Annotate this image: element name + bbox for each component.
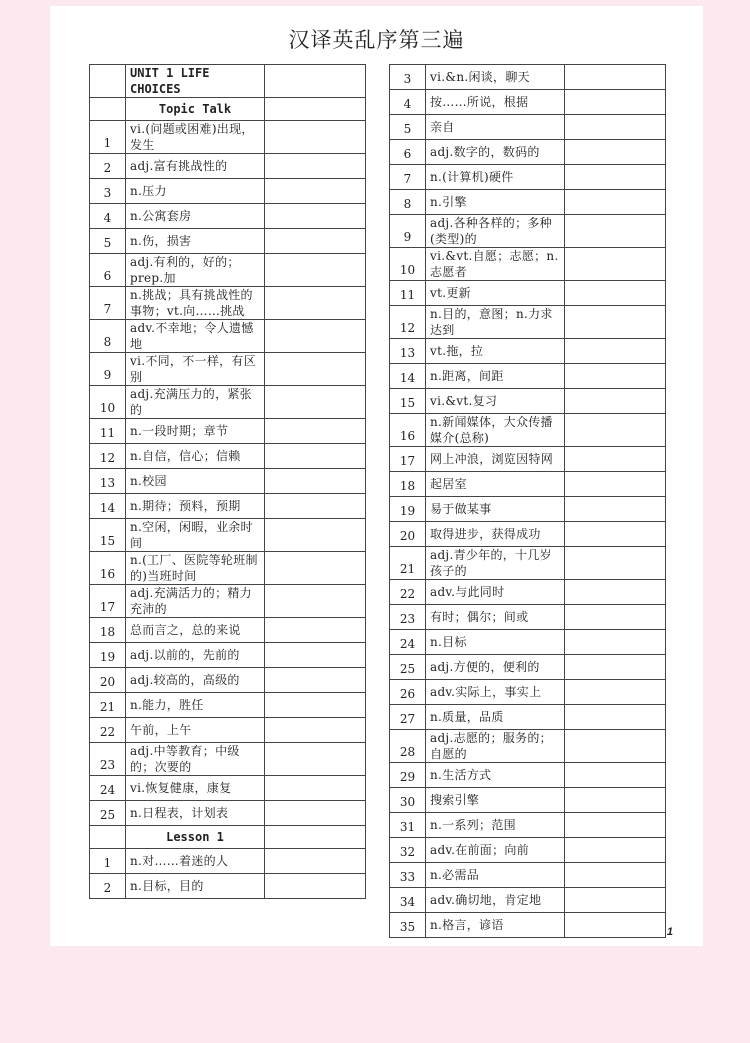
- answer-cell: [565, 414, 666, 447]
- row-number: 21: [390, 547, 426, 580]
- blank-cell: [90, 826, 126, 849]
- vocab-row: [90, 552, 366, 585]
- row-number: 21: [90, 693, 126, 718]
- vocab-row: [390, 115, 666, 140]
- row-number: 28: [390, 730, 426, 763]
- chinese-definition: adj.较高的，高级的: [126, 668, 265, 693]
- answer-cell: [565, 580, 666, 605]
- section-header: Topic Talk: [126, 98, 265, 121]
- row-number: 14: [90, 494, 126, 519]
- vocab-row: [90, 776, 366, 801]
- answer-cell: [565, 389, 666, 414]
- vocab-row: [390, 306, 666, 339]
- vocab-row: [390, 838, 666, 863]
- row-number: 23: [390, 605, 426, 630]
- answer-cell: [565, 190, 666, 215]
- answer-cell: [265, 254, 366, 287]
- answer-cell: [265, 552, 366, 585]
- row-number: 22: [90, 718, 126, 743]
- chinese-definition: vi.&vt.复习: [426, 389, 565, 414]
- row-number: 13: [390, 339, 426, 364]
- row-number: 8: [90, 320, 126, 353]
- answer-cell: [565, 888, 666, 913]
- row-number: 3: [390, 65, 426, 90]
- chinese-definition: 网上冲浪，浏览因特网: [426, 447, 565, 472]
- vocab-row: [90, 444, 366, 469]
- row-number: 25: [90, 801, 126, 826]
- answer-cell: [265, 668, 366, 693]
- vocab-table-right: [389, 64, 666, 938]
- row-number: 10: [390, 248, 426, 281]
- chinese-definition: n.对……着迷的人: [126, 849, 265, 874]
- section-header: UNIT 1 LIFE CHOICES: [126, 65, 265, 98]
- vocab-row: [390, 863, 666, 888]
- chinese-definition: adj.青少年的，十几岁孩子的: [426, 547, 565, 580]
- vocab-row: [390, 763, 666, 788]
- row-number: 17: [90, 585, 126, 618]
- row-number: 8: [390, 190, 426, 215]
- vocab-row: [390, 472, 666, 497]
- answer-cell: [565, 215, 666, 248]
- answer-cell: [265, 229, 366, 254]
- chinese-definition: 搜索引擎: [426, 788, 565, 813]
- vocab-row: [390, 447, 666, 472]
- chinese-definition: vi.不同，不一样，有区别: [126, 353, 265, 386]
- chinese-definition: adv.与此同时: [426, 580, 565, 605]
- vocab-row: [390, 913, 666, 938]
- row-number: 7: [90, 287, 126, 320]
- row-number: 19: [90, 643, 126, 668]
- answer-cell: [265, 718, 366, 743]
- vocab-row: [390, 680, 666, 705]
- answer-cell: [565, 115, 666, 140]
- vocab-row: [390, 248, 666, 281]
- vocab-row: [390, 788, 666, 813]
- section-header-row: [90, 65, 366, 98]
- row-number: 33: [390, 863, 426, 888]
- chinese-definition: adj.充满压力的，紧张的: [126, 386, 265, 419]
- row-number: 15: [390, 389, 426, 414]
- vocab-row: [390, 281, 666, 306]
- row-number: 20: [390, 522, 426, 547]
- chinese-definition: 亲自: [426, 115, 565, 140]
- vocab-row: [390, 190, 666, 215]
- section-header: Lesson 1: [126, 826, 265, 849]
- row-number: 5: [90, 229, 126, 254]
- row-number: 13: [90, 469, 126, 494]
- chinese-definition: n.挑战；具有挑战性的事物；vt.向……挑战: [126, 287, 265, 320]
- answer-cell: [565, 863, 666, 888]
- row-number: 24: [390, 630, 426, 655]
- chinese-definition: n.压力: [126, 179, 265, 204]
- vocab-row: [390, 497, 666, 522]
- row-number: 27: [390, 705, 426, 730]
- vocab-row: [390, 580, 666, 605]
- answer-cell: [265, 121, 366, 154]
- chinese-definition: adv.实际上，事实上: [426, 680, 565, 705]
- chinese-definition: n.目标，目的: [126, 874, 265, 899]
- vocab-table-left: [89, 64, 366, 899]
- chinese-definition: 有时；偶尔；间或: [426, 605, 565, 630]
- answer-cell: [565, 763, 666, 788]
- chinese-definition: 起居室: [426, 472, 565, 497]
- row-number: 35: [390, 913, 426, 938]
- answer-cell: [265, 320, 366, 353]
- answer-cell: [565, 522, 666, 547]
- vocab-row: [90, 718, 366, 743]
- row-number: 26: [390, 680, 426, 705]
- answer-cell: [565, 655, 666, 680]
- chinese-definition: vt.更新: [426, 281, 565, 306]
- answer-cell: [265, 643, 366, 668]
- row-number: 1: [90, 849, 126, 874]
- row-number: 6: [90, 254, 126, 287]
- chinese-definition: adj.充满活力的；精力充沛的: [126, 585, 265, 618]
- vocab-row: [390, 414, 666, 447]
- answer-cell: [265, 874, 366, 899]
- row-number: 16: [90, 552, 126, 585]
- vocab-row: [90, 801, 366, 826]
- chinese-definition: n.一系列；范围: [426, 813, 565, 838]
- chinese-definition: 取得进步，获得成功: [426, 522, 565, 547]
- vocab-row: [390, 140, 666, 165]
- vocab-row: [90, 287, 366, 320]
- row-number: 2: [90, 154, 126, 179]
- answer-cell: [265, 618, 366, 643]
- answer-cell: [565, 497, 666, 522]
- blank-cell: [90, 98, 126, 121]
- page-number: 1: [666, 926, 673, 938]
- vocab-row: [90, 179, 366, 204]
- chinese-definition: n.新闻媒体，大众传播媒介(总称): [426, 414, 565, 447]
- vocab-row: [90, 519, 366, 552]
- answer-cell: [265, 519, 366, 552]
- vocab-row: [90, 618, 366, 643]
- row-number: 4: [390, 90, 426, 115]
- vocab-row: [390, 165, 666, 190]
- chinese-definition: vi.&n.闲谈，聊天: [426, 65, 565, 90]
- row-number: 34: [390, 888, 426, 913]
- row-number: 12: [90, 444, 126, 469]
- answer-cell: [565, 306, 666, 339]
- chinese-definition: n.引擎: [426, 190, 565, 215]
- chinese-definition: vt.拖，拉: [426, 339, 565, 364]
- chinese-definition: n.(计算机)硬件: [426, 165, 565, 190]
- answer-cell: [265, 469, 366, 494]
- vocab-row: [90, 254, 366, 287]
- vocab-row: [390, 547, 666, 580]
- chinese-definition: n.生活方式: [426, 763, 565, 788]
- answer-cell: [265, 585, 366, 618]
- vocab-row: [90, 386, 366, 419]
- vocab-row: [390, 705, 666, 730]
- row-number: 12: [390, 306, 426, 339]
- chinese-definition: n.期待；预料，预期: [126, 494, 265, 519]
- row-number: 7: [390, 165, 426, 190]
- row-number: 30: [390, 788, 426, 813]
- row-number: 18: [90, 618, 126, 643]
- vocab-row: [390, 605, 666, 630]
- vocab-row: [90, 229, 366, 254]
- page-title: 汉译英乱序第三遍: [288, 28, 465, 52]
- answer-cell: [565, 140, 666, 165]
- row-number: 32: [390, 838, 426, 863]
- answer-cell: [565, 90, 666, 115]
- answer-cell: [265, 849, 366, 874]
- answer-cell: [565, 705, 666, 730]
- row-number: 17: [390, 447, 426, 472]
- answer-cell: [265, 98, 366, 121]
- row-number: 20: [90, 668, 126, 693]
- chinese-definition: 按……所说，根据: [426, 90, 565, 115]
- row-number: 10: [90, 386, 126, 419]
- row-number: 16: [390, 414, 426, 447]
- chinese-definition: n.能力，胜任: [126, 693, 265, 718]
- chinese-definition: vi.&vt.自愿；志愿；n.志愿者: [426, 248, 565, 281]
- vocab-row: [390, 389, 666, 414]
- row-number: 18: [390, 472, 426, 497]
- row-number: 9: [390, 215, 426, 248]
- chinese-definition: n.一段时期；章节: [126, 419, 265, 444]
- vocab-row: [90, 585, 366, 618]
- answer-cell: [265, 65, 366, 98]
- chinese-definition: n.目的，意图；n.力求达到: [426, 306, 565, 339]
- chinese-definition: adv.不幸地；令人遗憾地: [126, 320, 265, 353]
- section-header-row: [90, 826, 366, 849]
- chinese-definition: n.日程表，计划表: [126, 801, 265, 826]
- row-number: 11: [390, 281, 426, 306]
- chinese-definition: adj.各种各样的；多种(类型)的: [426, 215, 565, 248]
- answer-cell: [565, 165, 666, 190]
- vocab-row: [390, 630, 666, 655]
- chinese-definition: adj.数字的，数码的: [426, 140, 565, 165]
- chinese-definition: adj.方便的，便利的: [426, 655, 565, 680]
- answer-cell: [265, 743, 366, 776]
- section-header-row: [90, 98, 366, 121]
- row-number: 29: [390, 763, 426, 788]
- vocab-row: [390, 364, 666, 389]
- vocab-row: [90, 419, 366, 444]
- vocab-row: [390, 215, 666, 248]
- chinese-definition: n.格言，谚语: [426, 913, 565, 938]
- answer-cell: [565, 447, 666, 472]
- vocab-row: [390, 522, 666, 547]
- chinese-definition: vi.恢复健康，康复: [126, 776, 265, 801]
- answer-cell: [265, 287, 366, 320]
- row-number: 25: [390, 655, 426, 680]
- answer-cell: [565, 913, 666, 938]
- vocab-row: [90, 693, 366, 718]
- answer-cell: [265, 826, 366, 849]
- vocab-row: [90, 668, 366, 693]
- row-number: 19: [390, 497, 426, 522]
- row-number: 24: [90, 776, 126, 801]
- vocab-row: [90, 849, 366, 874]
- vocab-row: [390, 813, 666, 838]
- chinese-definition: adj.富有挑战性的: [126, 154, 265, 179]
- answer-cell: [565, 547, 666, 580]
- chinese-definition: n.(工厂、医院等轮班制的)当班时间: [126, 552, 265, 585]
- row-number: 1: [90, 121, 126, 154]
- blank-cell: [90, 65, 126, 98]
- answer-cell: [565, 65, 666, 90]
- row-number: 15: [90, 519, 126, 552]
- answer-cell: [265, 776, 366, 801]
- row-number: 23: [90, 743, 126, 776]
- vocab-row: [390, 888, 666, 913]
- answer-cell: [565, 788, 666, 813]
- vocab-row: [90, 494, 366, 519]
- answer-cell: [265, 179, 366, 204]
- chinese-definition: n.空闲，闲暇，业余时间: [126, 519, 265, 552]
- row-number: 3: [90, 179, 126, 204]
- row-number: 11: [90, 419, 126, 444]
- chinese-definition: n.自信，信心；信赖: [126, 444, 265, 469]
- answer-cell: [265, 494, 366, 519]
- row-number: 6: [390, 140, 426, 165]
- vocab-row: [90, 469, 366, 494]
- vocab-row: [90, 643, 366, 668]
- answer-cell: [265, 353, 366, 386]
- chinese-definition: adj.以前的，先前的: [126, 643, 265, 668]
- answer-cell: [565, 730, 666, 763]
- vocab-row: [90, 204, 366, 229]
- vocab-row: [90, 154, 366, 179]
- answer-cell: [565, 281, 666, 306]
- row-number: 31: [390, 813, 426, 838]
- chinese-definition: adv.在前面；向前: [426, 838, 565, 863]
- chinese-definition: n.目标: [426, 630, 565, 655]
- vocab-row: [390, 730, 666, 763]
- answer-cell: [265, 801, 366, 826]
- answer-cell: [265, 444, 366, 469]
- answer-cell: [565, 339, 666, 364]
- chinese-definition: n.伤，损害: [126, 229, 265, 254]
- chinese-definition: adv.确切地，肯定地: [426, 888, 565, 913]
- chinese-definition: adj.中等教育；中级的；次要的: [126, 743, 265, 776]
- answer-cell: [265, 154, 366, 179]
- chinese-definition: vi.(问题或困难)出现，发生: [126, 121, 265, 154]
- chinese-definition: 易于做某事: [426, 497, 565, 522]
- row-number: 2: [90, 874, 126, 899]
- chinese-definition: n.公寓套房: [126, 204, 265, 229]
- vocab-row: [90, 320, 366, 353]
- answer-cell: [265, 419, 366, 444]
- chinese-definition: 午前，上午: [126, 718, 265, 743]
- chinese-definition: n.质量，品质: [426, 705, 565, 730]
- chinese-definition: n.距离，间距: [426, 364, 565, 389]
- vocab-row: [90, 353, 366, 386]
- chinese-definition: adj.有利的，好的；prep.加: [126, 254, 265, 287]
- answer-cell: [265, 204, 366, 229]
- answer-cell: [565, 680, 666, 705]
- chinese-definition: n.校园: [126, 469, 265, 494]
- vocab-row: [390, 90, 666, 115]
- worksheet-page: [50, 6, 703, 946]
- vocab-row: [390, 339, 666, 364]
- answer-cell: [565, 630, 666, 655]
- answer-cell: [565, 364, 666, 389]
- vocab-row: [90, 121, 366, 154]
- vocab-row: [90, 874, 366, 899]
- answer-cell: [565, 813, 666, 838]
- answer-cell: [565, 472, 666, 497]
- answer-cell: [565, 248, 666, 281]
- vocab-row: [390, 655, 666, 680]
- chinese-definition: n.必需品: [426, 863, 565, 888]
- row-number: 22: [390, 580, 426, 605]
- row-number: 9: [90, 353, 126, 386]
- row-number: 14: [390, 364, 426, 389]
- row-number: 4: [90, 204, 126, 229]
- answer-cell: [265, 693, 366, 718]
- vocab-row: [390, 65, 666, 90]
- answer-cell: [565, 605, 666, 630]
- vocab-row: [90, 743, 366, 776]
- chinese-definition: 总而言之，总的来说: [126, 618, 265, 643]
- answer-cell: [565, 838, 666, 863]
- row-number: 5: [390, 115, 426, 140]
- chinese-definition: adj.志愿的；服务的；自愿的: [426, 730, 565, 763]
- answer-cell: [265, 386, 366, 419]
